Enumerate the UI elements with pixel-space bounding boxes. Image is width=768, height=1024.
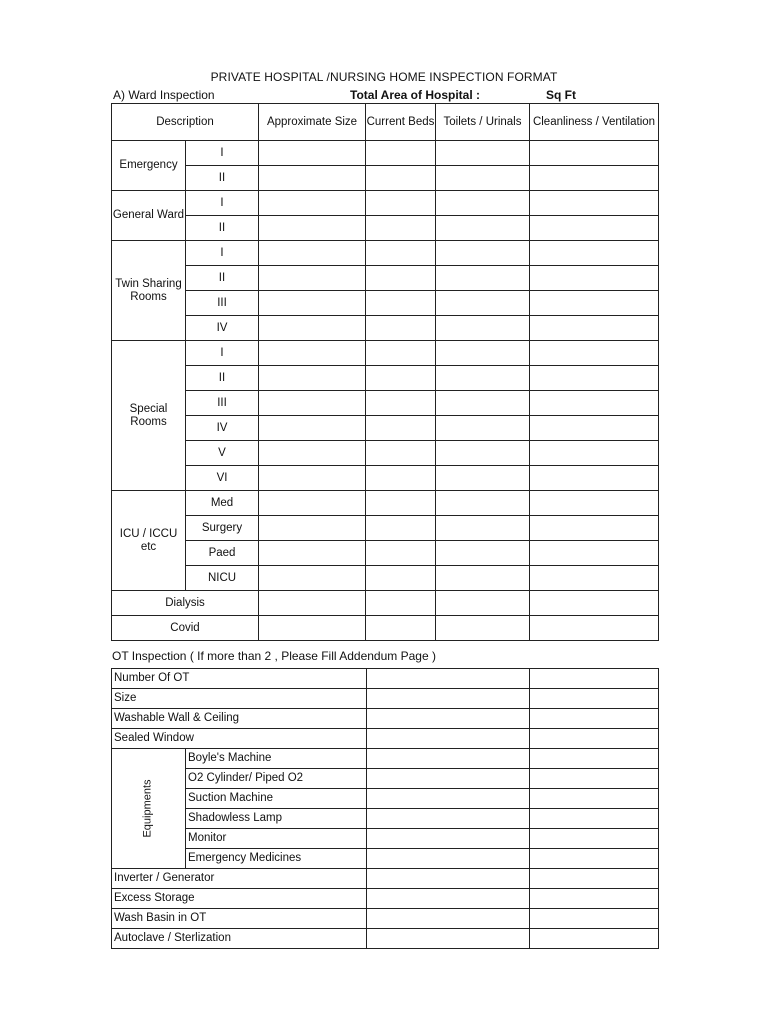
- ward-entry-cell[interactable]: [436, 566, 530, 591]
- ward-subrow-label: I: [186, 191, 259, 216]
- ward-entry-cell[interactable]: [366, 591, 436, 616]
- ot-entry-cell[interactable]: [367, 869, 530, 889]
- ot-entry-cell[interactable]: [367, 749, 530, 769]
- ot-row: [112, 869, 659, 889]
- ot-entry-cell[interactable]: [530, 869, 659, 889]
- ot-entry-cell[interactable]: [367, 689, 530, 709]
- ward-row: [112, 241, 659, 266]
- equipment-label: Suction Machine: [186, 789, 367, 809]
- ward-row: [112, 466, 659, 491]
- ward-group-label: Dialysis: [112, 591, 259, 616]
- ward-entry-cell[interactable]: [259, 591, 366, 616]
- ward-group-label: Covid: [112, 616, 259, 641]
- ward-group-label: Special Rooms: [112, 341, 186, 491]
- ot-inspection-label: OT Inspection ( If more than 2 , Please Fill Addendum Page ): [112, 649, 436, 663]
- ot-equipment-row: [112, 789, 659, 809]
- ward-subrow-label: IV: [186, 316, 259, 341]
- ward-entry-cell[interactable]: [366, 266, 436, 291]
- ward-entry-cell[interactable]: [366, 166, 436, 191]
- ward-entry-cell[interactable]: [436, 416, 530, 441]
- header-toilets-urinals: Toilets / Urinals: [436, 104, 530, 141]
- ward-entry-cell[interactable]: [436, 316, 530, 341]
- ot-row-label: Inverter / Generator: [112, 869, 367, 889]
- ward-row: [112, 441, 659, 466]
- ward-entry-cell[interactable]: [259, 316, 366, 341]
- ward-subrow-label: IV: [186, 416, 259, 441]
- ward-entry-cell[interactable]: [259, 241, 366, 266]
- ward-entry-cell[interactable]: [530, 391, 659, 416]
- ot-equipment-row: [112, 829, 659, 849]
- ward-entry-cell[interactable]: [259, 491, 366, 516]
- ot-entry-cell[interactable]: [367, 669, 530, 689]
- ward-entry-cell[interactable]: [366, 191, 436, 216]
- ward-group-label: Emergency: [112, 141, 186, 191]
- ward-subrow-label: III: [186, 391, 259, 416]
- ward-entry-cell[interactable]: [259, 391, 366, 416]
- ward-entry-cell[interactable]: [436, 466, 530, 491]
- ward-entry-cell[interactable]: [436, 516, 530, 541]
- ot-equipment-row: [112, 749, 659, 769]
- ot-entry-cell[interactable]: [530, 889, 659, 909]
- ward-group-label: ICU / ICCU etc: [112, 491, 186, 591]
- ward-row: [112, 266, 659, 291]
- ward-entry-cell[interactable]: [259, 616, 366, 641]
- ot-row: [112, 709, 659, 729]
- ward-entry-cell[interactable]: [530, 316, 659, 341]
- ward-row: [112, 616, 659, 641]
- ot-entry-cell[interactable]: [530, 769, 659, 789]
- ot-entry-cell[interactable]: [530, 689, 659, 709]
- ward-row: [112, 566, 659, 591]
- ward-row: [112, 316, 659, 341]
- ward-subrow-label: II: [186, 166, 259, 191]
- ward-subrow-label: I: [186, 141, 259, 166]
- ward-entry-cell[interactable]: [530, 416, 659, 441]
- ot-row-label: Wash Basin in OT: [112, 909, 367, 929]
- ward-row: [112, 141, 659, 166]
- ot-entry-cell[interactable]: [530, 749, 659, 769]
- ward-row: [112, 291, 659, 316]
- ward-entry-cell[interactable]: [530, 366, 659, 391]
- ward-entry-cell[interactable]: [259, 266, 366, 291]
- ward-entry-cell[interactable]: [530, 616, 659, 641]
- ot-entry-cell[interactable]: [367, 909, 530, 929]
- ot-equipment-row: [112, 849, 659, 869]
- ot-entry-cell[interactable]: [530, 909, 659, 929]
- ward-entry-cell[interactable]: [530, 266, 659, 291]
- ot-inspection-table: [111, 668, 659, 949]
- ward-subrow-label: NICU: [186, 566, 259, 591]
- equipment-label: Monitor: [186, 829, 367, 849]
- ward-entry-cell[interactable]: [366, 341, 436, 366]
- ot-equipment-row: [112, 769, 659, 789]
- ward-entry-cell[interactable]: [436, 391, 530, 416]
- ot-entry-cell[interactable]: [367, 889, 530, 909]
- ward-entry-cell[interactable]: [366, 541, 436, 566]
- ward-entry-cell[interactable]: [436, 616, 530, 641]
- ward-entry-cell[interactable]: [530, 191, 659, 216]
- ward-entry-cell[interactable]: [259, 291, 366, 316]
- ward-entry-cell[interactable]: [530, 516, 659, 541]
- ward-entry-cell[interactable]: [530, 141, 659, 166]
- ward-entry-cell[interactable]: [436, 266, 530, 291]
- area-unit-label: Sq Ft: [546, 88, 576, 102]
- ward-subrow-label: VI: [186, 466, 259, 491]
- ward-subrow-label: II: [186, 266, 259, 291]
- ward-entry-cell[interactable]: [530, 216, 659, 241]
- ward-row: [112, 366, 659, 391]
- ward-entry-cell[interactable]: [366, 291, 436, 316]
- ward-entry-cell[interactable]: [366, 491, 436, 516]
- ot-entry-cell[interactable]: [530, 669, 659, 689]
- ward-row: [112, 341, 659, 366]
- ot-row: [112, 729, 659, 749]
- ot-row: [112, 669, 659, 689]
- ward-entry-cell[interactable]: [366, 216, 436, 241]
- ot-row: [112, 929, 659, 949]
- ward-entry-cell[interactable]: [530, 241, 659, 266]
- ward-row: [112, 391, 659, 416]
- ward-entry-cell[interactable]: [366, 616, 436, 641]
- ward-entry-cell[interactable]: [366, 466, 436, 491]
- ward-entry-cell[interactable]: [530, 541, 659, 566]
- ward-row: [112, 541, 659, 566]
- ward-entry-cell[interactable]: [530, 291, 659, 316]
- ward-entry-cell[interactable]: [436, 291, 530, 316]
- ward-row: [112, 166, 659, 191]
- ot-row-label: Size: [112, 689, 367, 709]
- ward-entry-cell[interactable]: [530, 591, 659, 616]
- ot-entry-cell[interactable]: [530, 709, 659, 729]
- ward-entry-cell[interactable]: [259, 566, 366, 591]
- ot-row: [112, 909, 659, 929]
- ward-subrow-label: I: [186, 241, 259, 266]
- ward-entry-cell[interactable]: [259, 191, 366, 216]
- header-description: Description: [112, 104, 259, 141]
- ward-row: [112, 216, 659, 241]
- ot-entry-cell[interactable]: [530, 789, 659, 809]
- ot-entry-cell[interactable]: [367, 809, 530, 829]
- equipment-label: O2 Cylinder/ Piped O2: [186, 769, 367, 789]
- ward-entry-cell[interactable]: [259, 416, 366, 441]
- ot-entry-cell[interactable]: [367, 849, 530, 869]
- ward-entry-cell[interactable]: [436, 541, 530, 566]
- ward-entry-cell[interactable]: [366, 241, 436, 266]
- ward-entry-cell[interactable]: [436, 216, 530, 241]
- ward-entry-cell[interactable]: [530, 491, 659, 516]
- equipment-label: Boyle's Machine: [186, 749, 367, 769]
- section-a-label: A) Ward Inspection: [113, 88, 215, 102]
- ot-entry-cell[interactable]: [367, 709, 530, 729]
- ward-entry-cell[interactable]: [366, 416, 436, 441]
- ward-entry-cell[interactable]: [530, 466, 659, 491]
- ward-entry-cell[interactable]: [366, 316, 436, 341]
- ward-entry-cell[interactable]: [436, 591, 530, 616]
- ward-entry-cell[interactable]: [259, 541, 366, 566]
- ward-entry-cell[interactable]: [436, 241, 530, 266]
- ot-entry-cell[interactable]: [530, 809, 659, 829]
- ward-group-label: General Ward: [112, 191, 186, 241]
- ward-subrow-label: III: [186, 291, 259, 316]
- ward-entry-cell[interactable]: [436, 341, 530, 366]
- ot-entry-cell[interactable]: [367, 729, 530, 749]
- ward-entry-cell[interactable]: [530, 166, 659, 191]
- ward-subrow-label: Med: [186, 491, 259, 516]
- ot-entry-cell[interactable]: [530, 829, 659, 849]
- header-approximate-size: Approximate Size: [259, 104, 366, 141]
- header-cleanliness-ventilation: Cleanliness / Ventilation: [530, 104, 659, 141]
- ward-row: [112, 591, 659, 616]
- ward-entry-cell[interactable]: [259, 466, 366, 491]
- ot-entry-cell[interactable]: [367, 929, 530, 949]
- ward-row: [112, 416, 659, 441]
- ot-row-label: Autoclave / Sterlization: [112, 929, 367, 949]
- ward-entry-cell[interactable]: [259, 366, 366, 391]
- ward-row: [112, 491, 659, 516]
- equipment-label: Shadowless Lamp: [186, 809, 367, 829]
- ward-subrow-label: Surgery: [186, 516, 259, 541]
- ward-entry-cell[interactable]: [366, 366, 436, 391]
- ot-entry-cell[interactable]: [367, 789, 530, 809]
- ward-entry-cell[interactable]: [530, 566, 659, 591]
- ward-subrow-label: Paed: [186, 541, 259, 566]
- ward-entry-cell[interactable]: [259, 516, 366, 541]
- ward-entry-cell[interactable]: [436, 141, 530, 166]
- ward-entry-cell[interactable]: [259, 341, 366, 366]
- ward-entry-cell[interactable]: [366, 141, 436, 166]
- ward-entry-cell[interactable]: [436, 191, 530, 216]
- ot-row-label: Number Of OT: [112, 669, 367, 689]
- ot-entry-cell[interactable]: [530, 729, 659, 749]
- ot-row-label: Sealed Window: [112, 729, 367, 749]
- equipments-group-label: [112, 749, 186, 869]
- ward-entry-cell[interactable]: [259, 216, 366, 241]
- ward-entry-cell[interactable]: [436, 366, 530, 391]
- ward-subrow-label: II: [186, 366, 259, 391]
- ot-entry-cell[interactable]: [367, 829, 530, 849]
- total-area-label: Total Area of Hospital :: [350, 88, 481, 102]
- ward-entry-cell[interactable]: [436, 166, 530, 191]
- ot-row: [112, 889, 659, 909]
- ward-inspection-table: [111, 103, 659, 641]
- equipments-label-text: Equipments: [142, 779, 154, 838]
- ward-row: [112, 516, 659, 541]
- ot-equipment-row: [112, 809, 659, 829]
- ward-group-label: Twin Sharing Rooms: [112, 241, 186, 341]
- ward-subrow-label: I: [186, 341, 259, 366]
- ot-row: [112, 689, 659, 709]
- ot-entry-cell[interactable]: [530, 929, 659, 949]
- ward-entry-cell[interactable]: [366, 391, 436, 416]
- ot-row-label: Excess Storage: [112, 889, 367, 909]
- ward-entry-cell[interactable]: [436, 491, 530, 516]
- ward-entry-cell[interactable]: [259, 141, 366, 166]
- ward-entry-cell[interactable]: [366, 441, 436, 466]
- header-current-beds: Current Beds: [366, 104, 436, 141]
- ward-entry-cell[interactable]: [530, 441, 659, 466]
- equipment-label: Emergency Medicines: [186, 849, 367, 869]
- ward-entry-cell[interactable]: [436, 441, 530, 466]
- ward-entry-cell[interactable]: [259, 441, 366, 466]
- ot-entry-cell[interactable]: [530, 849, 659, 869]
- ward-entry-cell[interactable]: [366, 516, 436, 541]
- ward-entry-cell[interactable]: [366, 566, 436, 591]
- ward-subrow-label: II: [186, 216, 259, 241]
- ward-subrow-label: V: [186, 441, 259, 466]
- ward-entry-cell[interactable]: [530, 341, 659, 366]
- ot-row-label: Washable Wall & Ceiling: [112, 709, 367, 729]
- ot-entry-cell[interactable]: [367, 769, 530, 789]
- form-title: PRIVATE HOSPITAL /NURSING HOME INSPECTION FORMAT: [210, 70, 558, 84]
- ward-row: [112, 191, 659, 216]
- ward-entry-cell[interactable]: [259, 166, 366, 191]
